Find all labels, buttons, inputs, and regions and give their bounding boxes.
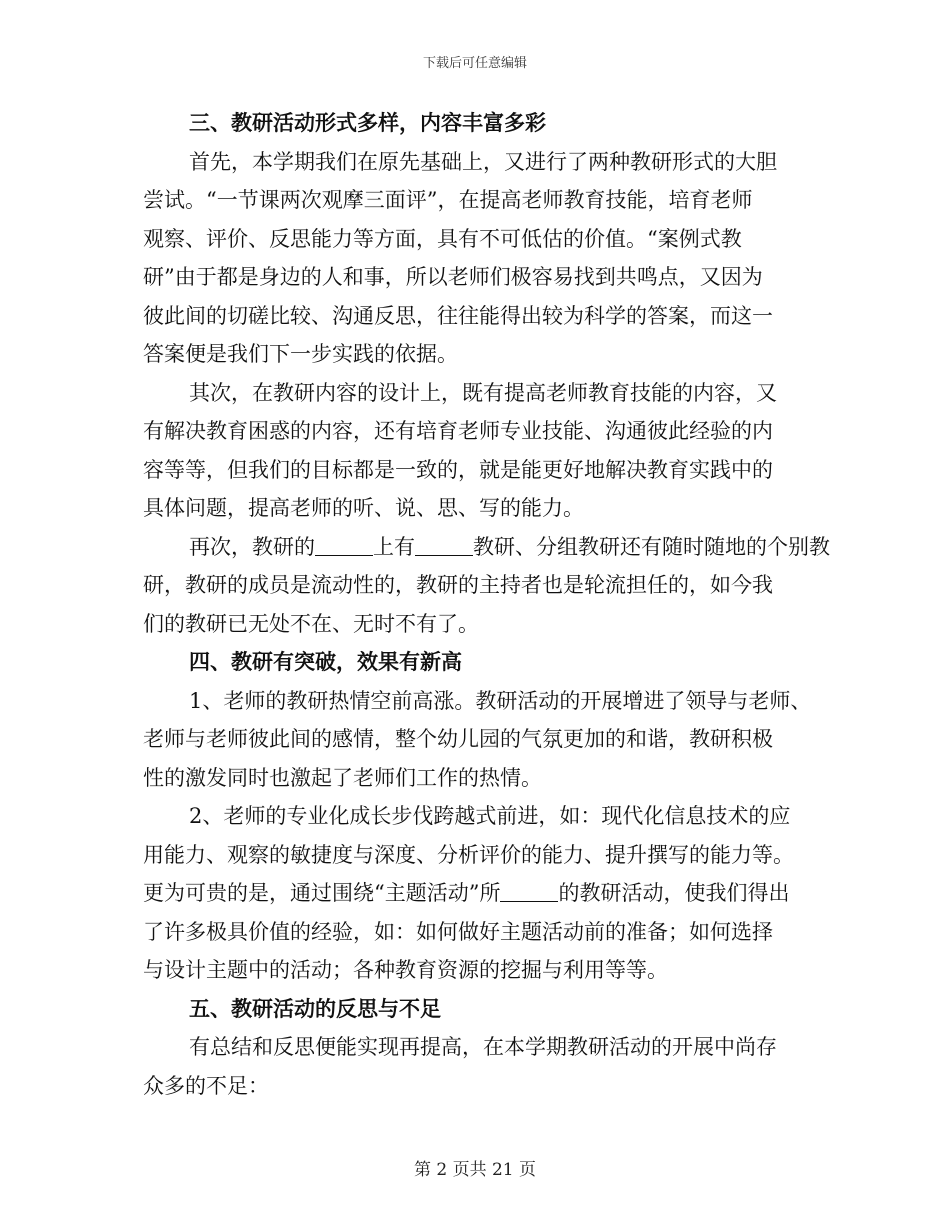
- paragraph-line: 性的激发同时也激起了老师们工作的热情。: [143, 765, 542, 790]
- section-heading: 四、教研有突破，效果有新高: [189, 649, 462, 674]
- document-body: [143, 104, 830, 1105]
- paragraph-line: 众多的不足：: [143, 1073, 269, 1098]
- paragraph-line: 其次，在教研内容的设计上，既有提高老师教育技能的内容，又: [189, 380, 777, 405]
- paragraph-line: 1、老师的教研热情空前高涨。教研活动的开展增进了领导与老师、: [189, 688, 812, 713]
- paragraph-line: [143, 528, 830, 567]
- paragraph-line: [143, 874, 805, 913]
- text-segment: 教研、分组教研还有随时随地的个别教: [473, 534, 830, 559]
- text-segment: 上有: [373, 534, 415, 559]
- paragraph-line: 有解决教育困惑的内容，还有培育老师专业技能、沟通彼此经验的内: [143, 419, 773, 443]
- paragraph-line: 观察、评价、反思能力等方面，具有不可低估的价值。“案例式教: [143, 226, 742, 251]
- paragraph-line: 答案便是我们下一步实践的依据。: [143, 342, 458, 366]
- text-segment: 再次，教研的: [189, 534, 315, 559]
- text-segment: 的教研活动，使我们得出: [558, 881, 790, 905]
- text-segment: 更为可贵的是，通过围绕“主题活动”所: [143, 881, 501, 905]
- paragraph-line: 首先，本学期我们在原先基础上，又进行了两种教研形式的大胆: [189, 149, 777, 174]
- paragraph-line: 有总结和反思便能实现再提高，在本学期教研活动的开展中尚存: [189, 1035, 777, 1059]
- fill-blank: [415, 535, 473, 556]
- paragraph-line: 研，教研的成员是流动性的，教研的主持者也是轮流担任的，如今我: [143, 573, 773, 597]
- section-heading: 三、教研活动形式多样，内容丰富多彩: [189, 110, 546, 135]
- paragraph-line: 尝试。“一节课两次观摩三面评”，在提高老师教育技能，培育老师: [143, 188, 753, 212]
- fill-blank: [500, 881, 558, 902]
- header-note: 下载后可任意编辑: [422, 56, 527, 71]
- paragraph-line: 老师与老师彼此间的感情，整个幼儿园的气氛更加的和谐，教研积极: [143, 727, 773, 751]
- section-heading: 五、教研活动的反思与不足: [189, 995, 441, 1021]
- paragraph-line: 用能力、观察的敏捷度与深度、分析评价的能力、提升撰写的能力等。: [143, 842, 794, 867]
- paragraph-line: 2、老师的专业化成长步伐跨越式前进，如：现代化信息技术的应: [189, 804, 791, 828]
- paragraph-line: 彼此间的切磋比较、沟通反思，往往能得出较为科学的答案，而这一: [143, 303, 773, 328]
- paragraph-line: 容等等，但我们的目标都是一致的，就是能更好地解决教育实践中的: [143, 457, 773, 482]
- paragraph-line: 了许多极具价值的经验，如：如何做好主题活动前的准备；如何选择: [143, 919, 773, 944]
- paragraph-line: 研”由于都是身边的人和事，所以老师们极容易找到共鸣点，又因为: [143, 265, 763, 289]
- paragraph-line: 具体问题，提高老师的听、说、思、写的能力。: [143, 496, 584, 520]
- paragraph-line: 与设计主题中的活动；各种教育资源的挖掘与利用等等。: [143, 958, 668, 982]
- page-number: 第 2 页共 21 页: [413, 1160, 537, 1180]
- paragraph-line: 们的教研已无处不在、无时不有了。: [143, 611, 479, 636]
- fill-blank: [315, 535, 373, 556]
